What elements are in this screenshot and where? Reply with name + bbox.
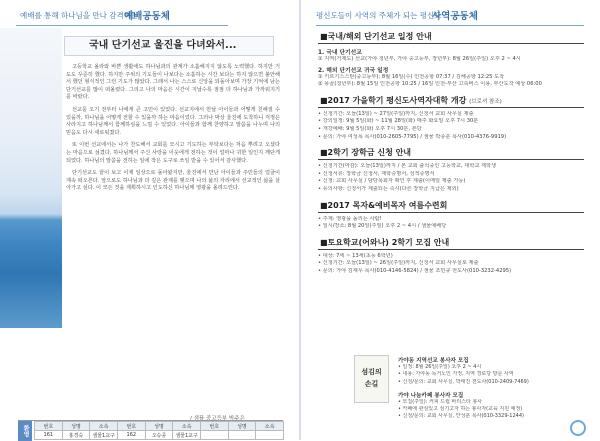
section-line: • 신청서류: 장학금 신청서, 재학증명서, 성적증명서 — [318, 170, 435, 177]
recruit-line: • 신청/문의: 교회 사무실, 박태진 전도사(010-2409-7469) — [398, 378, 529, 385]
notice-section — [318, 199, 584, 231]
section-title — [318, 94, 584, 108]
welcome-header: 번호 — [200, 422, 228, 431]
article-paragraph: 고등학교 올라와 바쁜 생활에도 하나님과의 관계가 소홀해지지 않도록 노력했다. 하지만 기도도 꾸준히 했다. 하지만 주위의 기도들이 나보다는 소홀하는 시간 보다는 하지 않으면 불안해서 했던 형식적인 그런 기도가 많았다. 그래서 나는 스스로 신앙을 되돌아보며 가장 기억에 남는 단기선교를 많이 떠올렸다. 그리고 나의 마음은 시간이 지날수록 점점 더 하나님과 가까워지기를 바랐다. — [66, 64, 280, 101]
article-signature: / 샘플 중고등부 박주은 — [190, 416, 245, 422]
church-logo-icon — [570, 420, 586, 436]
section-title: ■2학기 장학금 신청 안내 — [318, 146, 584, 160]
section-title: ■국내/해외 단기선교 일정 안내 — [318, 30, 584, 44]
left-header-subtitle: 예배를 통해 하나님을 만나 감격하는 — [20, 11, 139, 20]
welcome-cell: 161 — [35, 431, 63, 440]
section-line: • 신청기간: 오늘(13일) ~ 26일(주일)까지, 신청서 교회 사무실로 제출 — [318, 260, 479, 267]
right-header-subtitle: 평신도들이 사역의 주체가 되는 평신도 — [316, 11, 442, 20]
recruit-line: • 신청/문의: 교회 사무실, 안성훈 목사(010-3329-1244) — [398, 413, 524, 420]
left-header — [16, 7, 216, 23]
recruit-line: • 카페에 관심있고 섬기고자 하는 봉사자(교육 지원 예정) — [398, 406, 523, 413]
section-title-note: (브로셔 참조) — [469, 98, 502, 105]
section-line: • 일시/장소: 8월 20일(주일) 오후 2 ~ 4시 / 샘물예배당 — [318, 223, 447, 230]
section-line: • 유의사항: 신청서가 제출되는 즉시(다른 장학금 지급은 제외) — [318, 185, 459, 192]
section-line: ① 지역(거제도) 선교(가야 청년부, 가야 중고등부, 장년부): 8월 26일(주일) 오후 2 ~ 4시 — [318, 56, 521, 62]
section-subheading: 2. 해외 단기선교 귀국 일정 — [318, 67, 389, 74]
serving-hands-label-line: 섬김의 — [361, 368, 382, 376]
welcome-header: 소속 — [173, 422, 201, 431]
welcome-cell: 162 — [117, 431, 145, 440]
welcome-header: 소속 — [90, 422, 118, 431]
serving-hands-label-line: 손길 — [364, 380, 379, 388]
section-line: ① 키르기스스탄(중고등부): 8월 16일(수) 인천공항 07:37 / 김해공항 12:25 도착 — [318, 73, 505, 80]
welcome-header: 성명 — [145, 422, 173, 431]
welcome-row — [35, 431, 284, 440]
welcome-header: 번호 — [35, 422, 63, 431]
article-paragraph: 단기선교도 끝이 보고 이제 일상으로 돌아왔지만, 울진에서 만난 아이들과 주민들의 얼굴이 계속 떠오른다. 앞으로도 하나님과 더 깊은 관계를 맺으며 나의 삶의 자리에서 선교적인 삶을 살아가고 싶다. 이 모든 것을 계획하시고 인도하신 하나님께 영광을 올려드린다. — [66, 170, 280, 192]
welcome-cell: 홍경숙 — [62, 431, 90, 440]
right-header-title: 사역공동체 — [432, 11, 478, 22]
recruit-line: • 모집(주일): 커피 드립 바리스타 봉사 — [398, 398, 483, 405]
section-line: • 개강예배: 9월 5일(화) 오후 7시 30분, 본당 — [318, 125, 422, 132]
notice-section — [318, 146, 584, 193]
section-title: ■2017 목자&예비목자 여름수련회 — [318, 199, 584, 213]
article-paragraph: 또 이번 선교에서는 나가 찬도해서 교회를 모시고 기도하는 부탁보다는 처음 뿌려고 오셨다는 마음으로 섬겼다. 하나님께서 주신 사랑을 이웃에게 전하는 것이 얼마나 귀한 일인지 깨닫게 되었다. 하나님의 말씀을 전하는 일에 작은 도구로 쓰임 받을 수 있어서 감사했다. — [66, 142, 280, 164]
section-line: • 신청: 교회 사무실 / 담당목회자 확인 후 제출(이메일 제출 가능) — [318, 178, 466, 185]
volunteer-recruit-list — [398, 355, 588, 421]
recruit-title: 가야동 지역선교 봉사자 모집 — [398, 358, 469, 364]
welcome-header: 소속 — [256, 422, 284, 431]
section-subheading: 1. 국내 단기선교 — [318, 50, 362, 56]
welcome-table-block — [18, 420, 283, 440]
welcome-header-row — [35, 422, 284, 431]
notice-section — [318, 236, 584, 276]
section-line: • 문의: 가야 김재우 목사(010-4146-5824) / 샘물 조민규 전도사(010-3232-4295) — [318, 267, 512, 274]
section-line: • 문의: 가야 여성목 목사(010-2605-7795) / 샘물 박종훈 목사(010-4376-9919) — [318, 133, 507, 140]
right-header — [316, 7, 586, 23]
welcome-cell — [200, 431, 228, 440]
recruit-line: • 일정: 8월 26일(주일) 오후 2 ~ 4시 — [398, 364, 482, 370]
notice-section — [318, 30, 584, 89]
section-line: • 신청기간(마감): 오늘(13일)까지 / 본 교회 출석중인 고등학교, 대학교 재학생 — [318, 163, 497, 170]
left-header-title: 예배공동체 — [124, 11, 170, 22]
right-header-rule — [316, 25, 584, 26]
welcome-cell: 오승종 — [145, 431, 173, 440]
section-line: • 주제: 영광을 돌리는 사람! — [318, 215, 382, 222]
left-header-rule — [16, 25, 228, 26]
recruit-title: 가야 나눔카페 봉사자 모집 — [398, 392, 464, 399]
section-line: • 강의일정: 9월 5일(화) ~ 11월 28일(화) 매주 화요일 오후 7시 30분 — [318, 118, 479, 125]
welcome-cell — [228, 431, 256, 440]
section-line: ② 몽골(청년부): 8월 15일 인천공항 10:25 / 16일 인천-부산 고속버스 이용, 부산도착 예상 06:00 — [318, 81, 542, 88]
welcome-label: 환영 — [18, 421, 32, 441]
notice-list — [318, 30, 584, 276]
serving-hands-label — [354, 355, 389, 403]
section-title: ■토요학교(어와나) 2학기 모집 안내 — [318, 236, 584, 250]
section-line: • 신청기간: 오늘(13일) ~ 27일(주일)까지, 신청서 교회 사무실 제출 — [318, 110, 474, 117]
welcome-header: 성명 — [62, 422, 90, 431]
welcome-header: 성명 — [228, 422, 256, 431]
recruit-line: • 내용: 가야동 독거노인 가정, 지역 경로당 방문 사역 — [398, 371, 514, 378]
welcome-cell: 샘물1교구 — [173, 431, 201, 440]
sea-illustration — [0, 28, 62, 328]
section-title-text: ■2017 가을학기 평신도사역자대학 개강 — [320, 95, 467, 105]
article-body — [66, 64, 280, 198]
article-title: 국내 단기선교 울진을 다녀와서... — [64, 36, 274, 56]
welcome-cell — [256, 431, 284, 440]
article-paragraph: 선교를 오기 전부터 나에게 큰 고민이 있었다. 선교지에서 만날 아이들과 어떻게 친해질 수 있을까, 하나님을 어떻게 전할 수 있을까 하는 마음이었다. 그러나 막상 울진에 도착하니 걱정은 사라지고 하나님께서 함께하심을 느낄 수 있었다. 아이들과 함께 찬양하고 말씀을 나누며 나의 믿음도 다시 새로워졌다. — [66, 106, 280, 136]
welcome-cell: 샘물1교구 — [90, 431, 118, 440]
notice-section — [318, 94, 584, 141]
welcome-table — [34, 421, 284, 440]
welcome-header: 번호 — [117, 422, 145, 431]
section-line: • 대상: 7세 ~ 13세(초등 6학년) — [318, 252, 393, 259]
page-spine — [299, 0, 301, 440]
